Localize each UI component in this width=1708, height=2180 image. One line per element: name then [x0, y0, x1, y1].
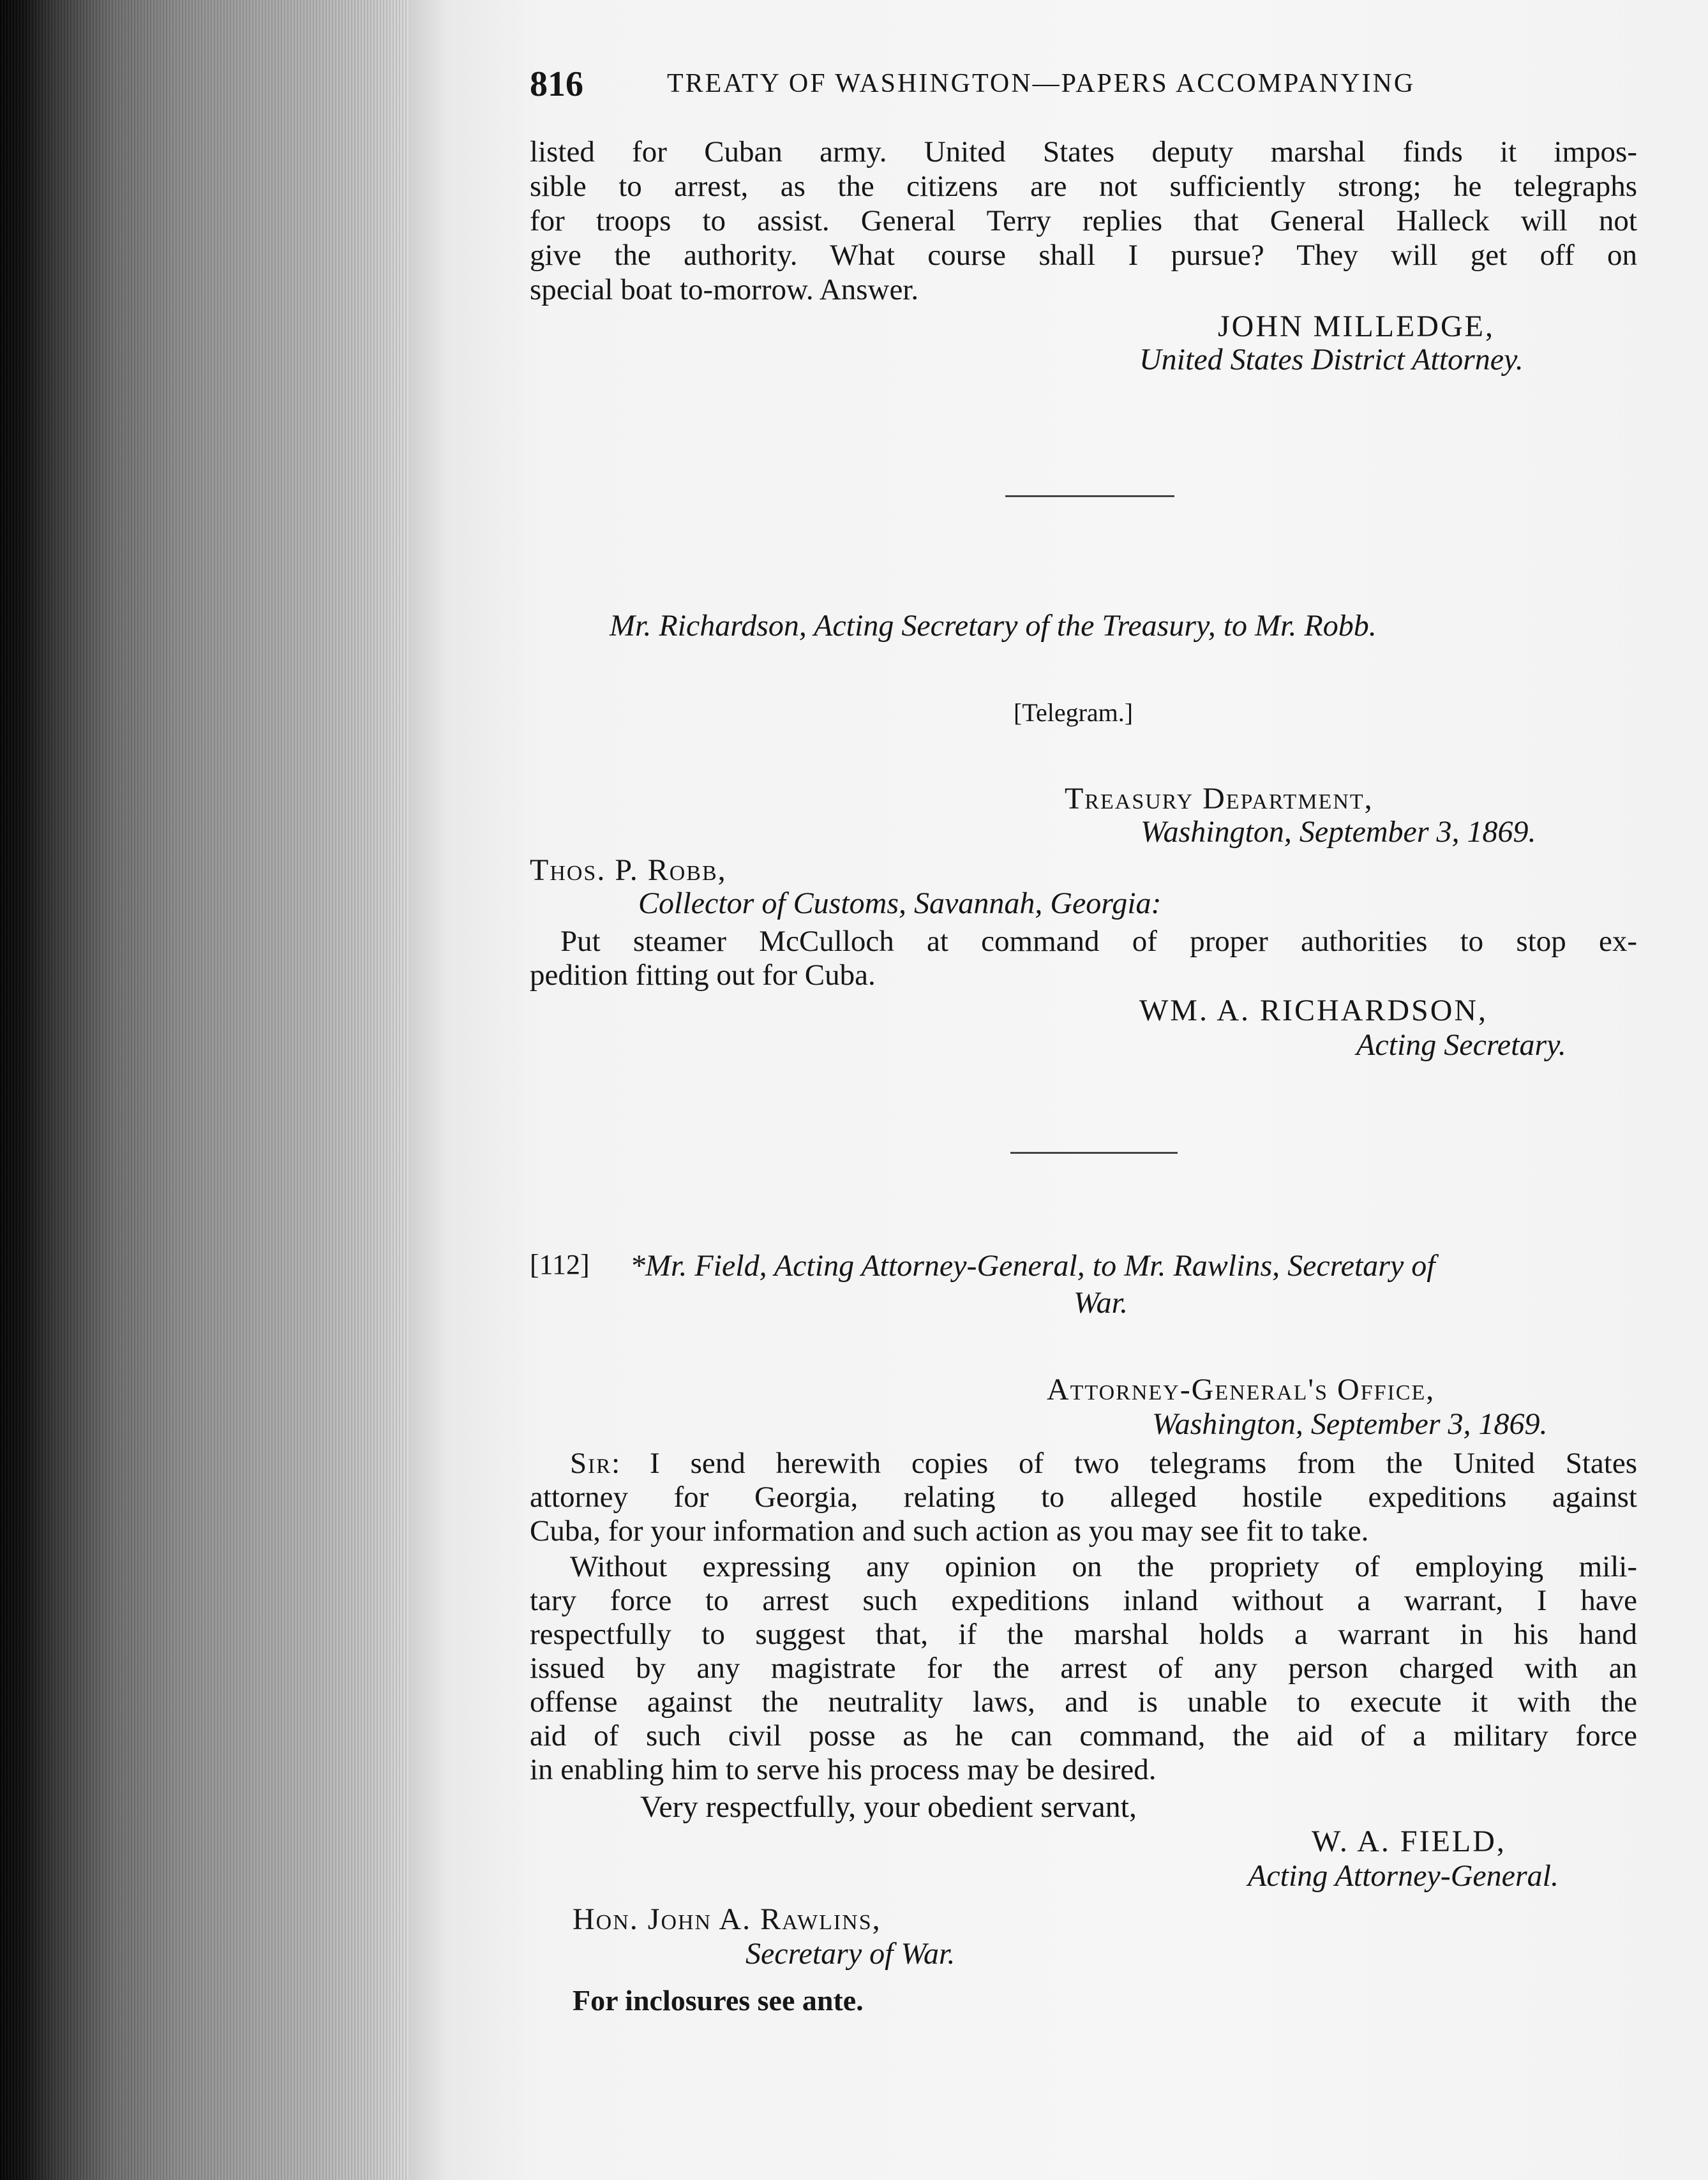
continuation-line-4: give the authority. What course shall I pursue? They will get off on [530, 239, 1637, 272]
running-title: TREATY OF WASHINGTON—PAPERS ACCOMPANYING [667, 69, 1416, 98]
telegram-body-line-2: pedition fitting out for Cuba. [530, 959, 876, 992]
continuation-line-5: special boat to-morrow. Answer. [530, 273, 919, 306]
telegram-dateline: Washington, September 3, 1869. [1141, 815, 1536, 849]
continuation-line-1: listed for Cuban army. United States deputy marshal finds it impos- [530, 135, 1637, 168]
continuation-line-3: for troops to assist. General Terry replies that General Halleck will not [530, 204, 1637, 237]
letter-recipient-name: Hon. John A. Rawlins, [573, 1902, 881, 1936]
letter-dateline: Washington, September 3, 1869. [1152, 1407, 1548, 1441]
section-divider [1005, 495, 1174, 497]
telegram-heading: Mr. Richardson, Acting Secretary of the Treasury, to Mr. Robb. [610, 609, 1377, 643]
telegram-signature-name: WM. A. RICHARDSON, [1139, 994, 1488, 1027]
telegram-addressee-name: Thos. P. Robb, [530, 853, 727, 887]
book-spine-shadow [0, 0, 408, 2180]
letter-body-line-3: Cuba, for your information and such action as you may see fit to take. [530, 1514, 1369, 1548]
letter-body-line-2: attorney for Georgia, relating to alleged hostile expeditions against [530, 1481, 1637, 1514]
letter-office: Attorney-General's Office, [1047, 1373, 1435, 1407]
telegram-addressee-title: Collector of Customs, Savannah, Georgia: [638, 886, 1162, 920]
page-number: 816 [530, 64, 583, 104]
letter-body-line-1: I send herewith copies of two telegrams from the United States [650, 1447, 1637, 1480]
inclosures-note: For inclosures see ante. [573, 1984, 864, 2017]
letter-signature-title: Acting Attorney-General. [1248, 1859, 1559, 1893]
letter-body-line-10: in enabling him to serve his process may be desired. [530, 1753, 1157, 1786]
continuation-line-2: sible to arrest, as the citizens are not sufficiently strong; he telegraphs [530, 170, 1637, 203]
telegram-office: Treasury Department, [1065, 782, 1374, 816]
letter-body-line-7: issued by any magistrate for the arrest of any person charged with an [530, 1652, 1637, 1685]
marginal-number: [112] [530, 1249, 590, 1280]
signature-title: United States District Attorney. [1139, 343, 1524, 377]
letter-body-line-5: tary force to arrest such expeditions inland without a warrant, I have [530, 1584, 1637, 1617]
telegram-label: [Telegram.] [1014, 698, 1134, 727]
letter-recipient-title: Secretary of War. [745, 1937, 955, 1971]
letter-body-line-8: offense against the neutrality laws, and is unable to execute it with the [530, 1685, 1637, 1719]
letter-heading-line-1: *Mr. Field, Acting Attorney-General, to Mr. Rawlins, Secretary of [630, 1249, 1435, 1283]
letter-heading-line-2: War. [1074, 1286, 1128, 1320]
telegram-body-line-1: Put steamer McCulloch at command of proper authorities to stop ex- [560, 925, 1637, 958]
letter-closing: Very respectfully, your obedient servant, [640, 1790, 1137, 1824]
section-divider [1010, 1152, 1178, 1154]
letter-body-line-4: Without expressing any opinion on the propriety of employing mili- [570, 1550, 1637, 1583]
letter-body-line-6: respectfully to suggest that, if the marshal holds a warrant in his hand [530, 1618, 1637, 1651]
letter-salutation: Sir: [570, 1447, 622, 1480]
telegram-signature-title: Acting Secretary. [1356, 1028, 1566, 1062]
letter-signature-name: W. A. FIELD, [1312, 1825, 1506, 1858]
signature-name: JOHN MILLEDGE, [1218, 310, 1495, 343]
letter-body-line-9: aid of such civil posse as he can command, the aid of a military force [530, 1719, 1637, 1752]
page-background [408, 0, 1708, 2180]
